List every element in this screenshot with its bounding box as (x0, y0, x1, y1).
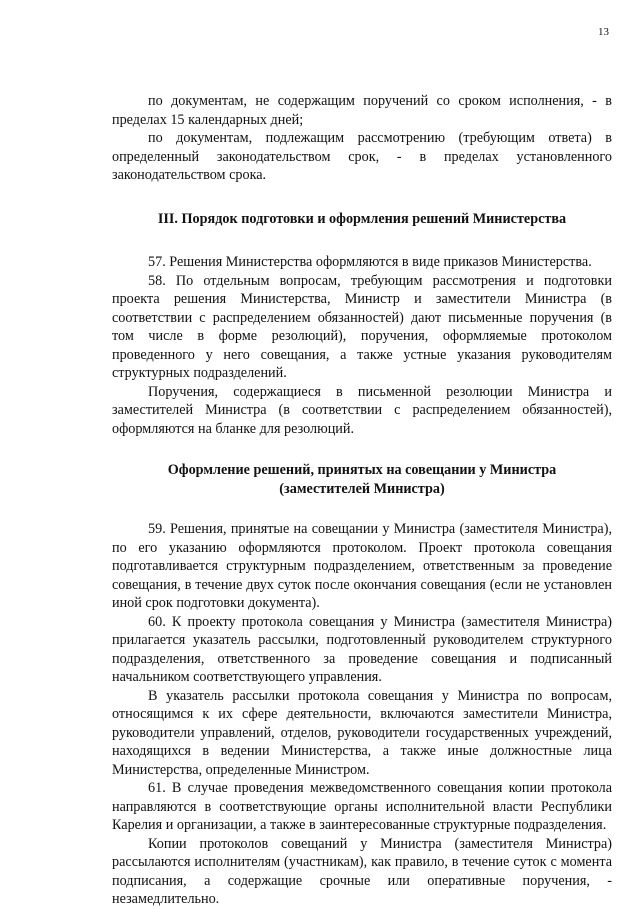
paragraph-60-distribution: В указатель рассылки протокола совещания у Министра по вопросам, относящимся к их сфере деятельности, включаются заместители Министра, руководители управлений, отделов, руководители государственных учреждений, находящихся в ведении Министерства, а также иные должностные лица Министерства, определенные Министром. (112, 687, 612, 778)
paragraph-58-resolutions: Поручения, содержащиеся в письменной резолюции Министра и заместителей Министра (в соответствии с распределением обязанностей), оформляются на бланке для резолюций. (112, 383, 612, 437)
subsection-heading (112, 461, 612, 498)
paragraph-57: 57. Решения Министерства оформляются в виде приказов Министерства. (148, 254, 592, 270)
subsection-heading-line1: Оформление решений, принятых на совещании у Министра (167, 462, 557, 478)
paragraph-60: 60. К проекту протокола совещания у Министра (заместителя Министра) прилагается указатель рассылки, подготовленный руководителем структурного подразделения, ответственного за проведение совещания и подписанный начальником соответствующего управления. (112, 613, 612, 685)
section-heading-3: III. Порядок подготовки и оформления решений Министерства (157, 210, 567, 227)
paragraph-deadline-legal: по документам, подлежащим рассмотрению (требующим ответа) в определенный законодательством срок, - в пределах установленного законодательством срока. (112, 130, 612, 183)
subsection-heading-line2: (заместителей Министра) (279, 480, 445, 497)
page-number: 13 (598, 26, 609, 38)
paragraph-58: 58. По отдельным вопросам, требующим рассмотрения и подготовки проекта решения Министерства, Министр и заместители Министра (в соответствии с распределением обязанностей) дают письменные поручения (в том числе в форме резолюций), поручения, оформляемые протоколом проведенного у него совещания, а также устные указания руководителям структурных подразделений. (112, 272, 612, 381)
paragraph-61: 61. В случае проведения межведомственного совещания копии протокола направляются в соответствующие органы исполнительной власти Республики Карелия и организации, а также в заинтересованные структурные подразделения. (112, 780, 612, 833)
paragraph-61-copies: Копии протоколов совещаний у Министра (заместителя Министра) рассылаются исполнителям (участникам), как правило, в течение суток с момента подписания, а содержащие срочные или оперативные поручения, - незамедлительно. (112, 835, 612, 907)
document-body (112, 92, 612, 909)
paragraph-59: 59. Решения, принятые на совещании у Министра (заместителя Министра), по его указанию оформляются протоколом. Проект протокола совещания подготавливается структурным подразделением, ответственным за проведение совещания, в течение двух суток после окончания совещания (если не установлен иной срок подготовки документа). (112, 521, 612, 611)
paragraph-deadline-no-orders: по документам, не содержащим поручений со сроком исполнения, - в пределах 15 календарных дней; (112, 93, 612, 128)
